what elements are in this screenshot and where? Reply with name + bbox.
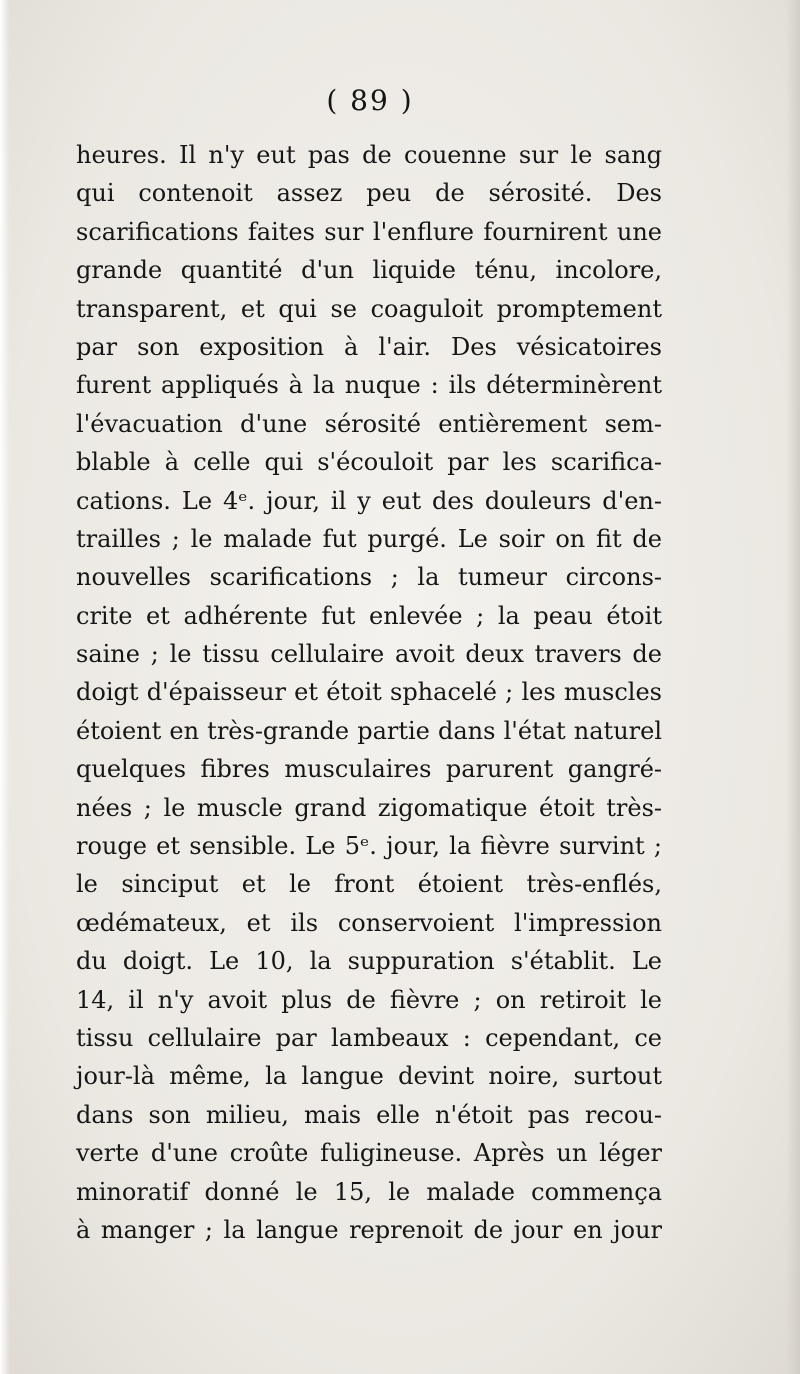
body-text — [76, 136, 662, 1249]
text-line: jour-là même, la langue devint noire, surtout — [76, 1062, 662, 1091]
text-line: trailles ; le malade fut purgé. Le soir on fit de — [76, 524, 662, 553]
text-line: quelques fibres musculaires parurent gangré- — [76, 755, 662, 784]
text-line: le sinciput et le front étoient très-enflés, — [76, 870, 662, 899]
text-line: cations. Le 4ᵉ. jour, il y eut des douleurs d'en- — [76, 486, 662, 515]
text-line: furent appliqués à la nuque : ils déterminèrent — [76, 371, 662, 400]
text-line: rouge et sensible. Le 5ᵉ. jour, la fièvre survint ; — [76, 832, 662, 861]
text-line: tissu cellulaire par lambeaux : cependant, ce — [76, 1023, 662, 1052]
text-line: l'évacuation d'une sérosité entièrement sem- — [76, 409, 662, 438]
text-line: verte d'une croûte fuligineuse. Après un léger — [76, 1139, 662, 1168]
text-line: doigt d'épaisseur et étoit sphacelé ; les muscles — [76, 678, 662, 707]
text-line: saine ; le tissu cellulaire avoit deux travers de — [76, 640, 662, 669]
text-line: par son exposition à l'air. Des vésicatoires — [76, 332, 662, 361]
page-edge-right — [786, 0, 800, 1374]
text-line: scarifications faites sur l'enflure fournirent une — [76, 217, 662, 246]
text-line: transparent, et qui se coaguloit promptement — [76, 294, 662, 323]
text-line: à manger ; la langue reprenoit de jour en jour — [76, 1215, 662, 1244]
text-line: grande quantité d'un liquide ténu, incolore, — [76, 256, 662, 285]
text-line: blable à celle qui s'écouloit par les scarifica- — [76, 448, 662, 477]
text-line: nouvelles scarifications ; la tumeur circons- — [76, 563, 662, 592]
text-line: crite et adhérente fut enlevée ; la peau étoit — [76, 601, 662, 630]
page-edge-left — [0, 0, 10, 1374]
text-line: 14, il n'y avoit plus de fièvre ; on retiroit le — [76, 985, 662, 1014]
text-line: dans son milieu, mais elle n'étoit pas recou- — [76, 1100, 662, 1129]
text-line: nées ; le muscle grand zigomatique étoit très- — [76, 793, 662, 822]
text-line: minoratif donné le 15, le malade commença — [76, 1177, 662, 1206]
text-line: du doigt. Le 10, la suppuration s'établit. Le — [76, 947, 662, 976]
page-number: ( 89 ) — [326, 84, 414, 117]
text-line: heures. Il n'y eut pas de couenne sur le sang — [76, 141, 662, 169]
text-line: œdémateux, et ils conservoient l'impression — [76, 908, 662, 937]
text-line: qui contenoit assez peu de sérosité. Des — [76, 179, 662, 208]
text-line: étoient en très-grande partie dans l'état naturel — [76, 716, 662, 745]
